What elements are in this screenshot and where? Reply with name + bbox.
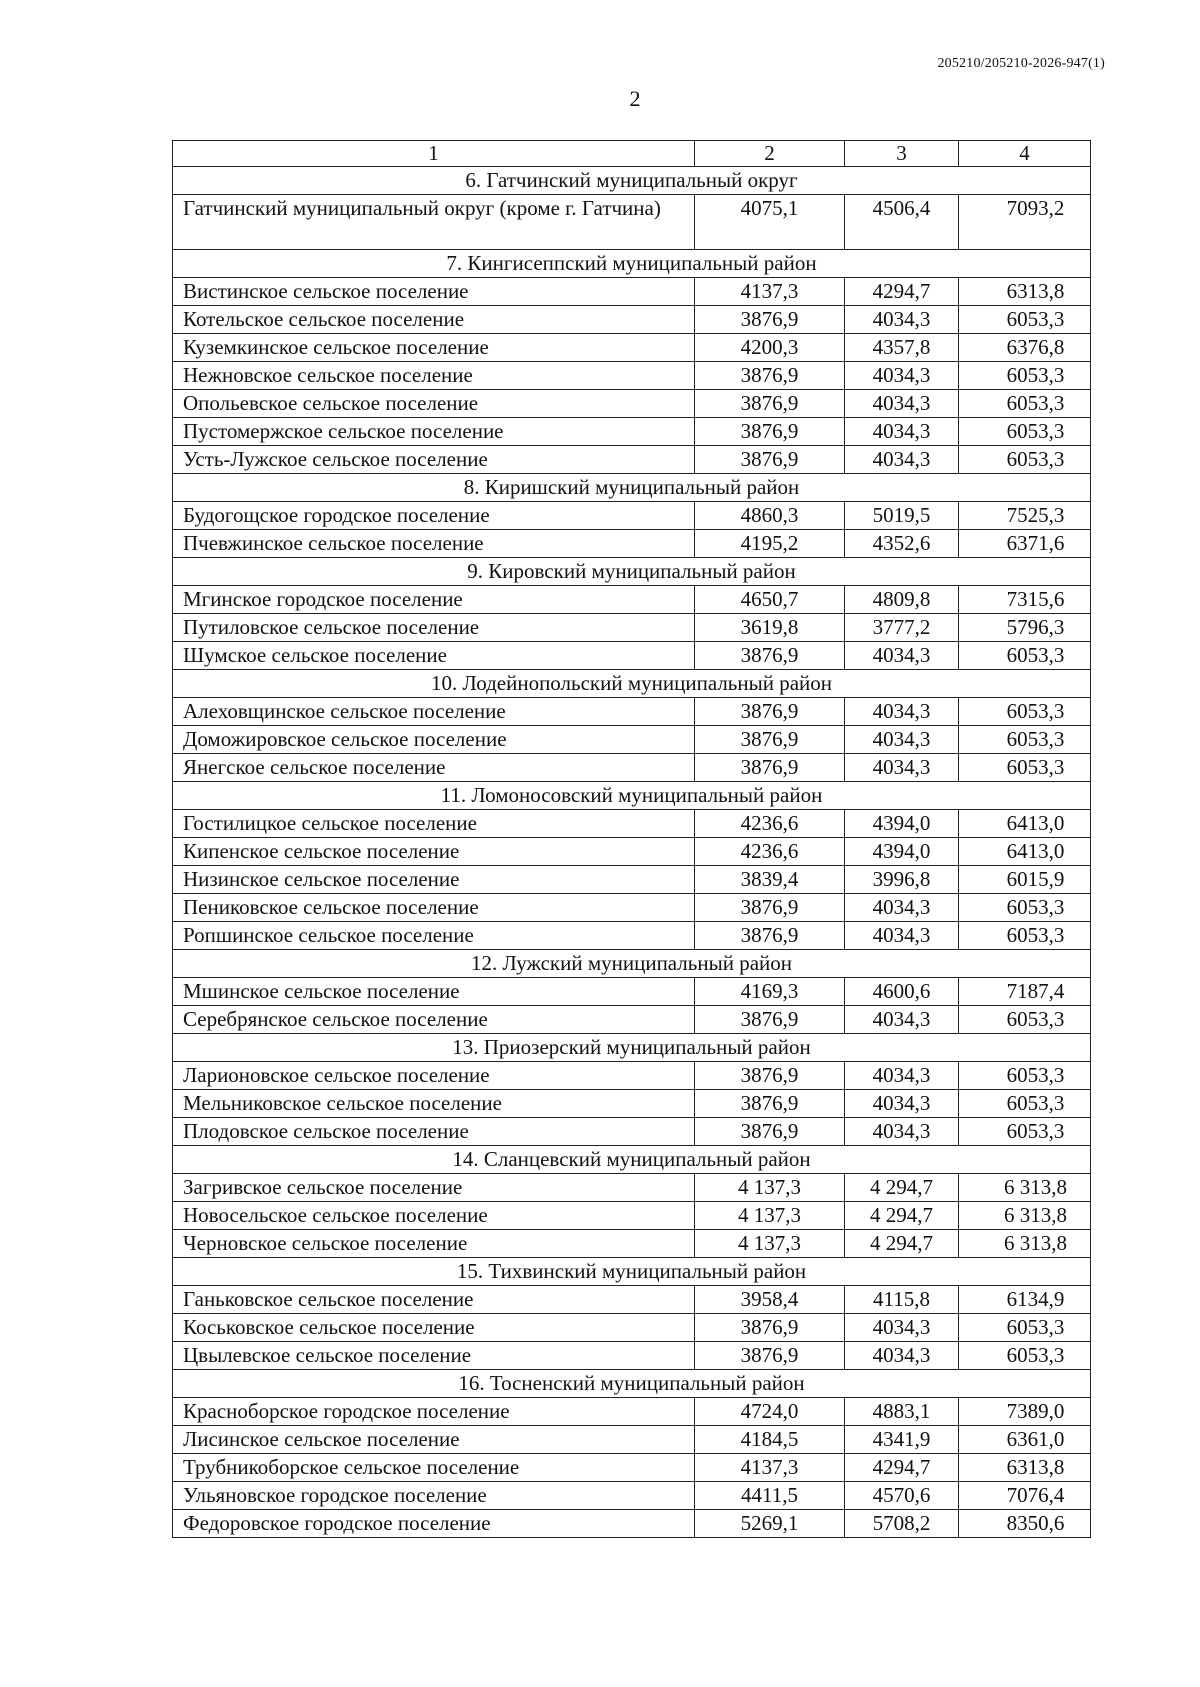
value-col-2: 3876,9 <box>695 418 845 446</box>
page-number: 2 <box>629 86 641 111</box>
value-col-4: 6 313,8 <box>959 1202 1091 1230</box>
value-col-4: 6053,3 <box>959 362 1091 390</box>
value-col-3: 3996,8 <box>845 866 959 894</box>
settlement-name: Путиловское сельское поселение <box>173 614 695 642</box>
value-col-2: 4184,5 <box>695 1426 845 1454</box>
table-row <box>173 642 1091 670</box>
table-row <box>173 1174 1091 1202</box>
table-row <box>173 1510 1091 1538</box>
value-col-4: 6053,3 <box>959 1006 1091 1034</box>
value-col-3: 4 294,7 <box>845 1202 959 1230</box>
table-row <box>173 838 1091 866</box>
value-col-3: 4600,6 <box>845 978 959 1006</box>
settlement-name: Федоровское городское поселение <box>173 1510 695 1538</box>
table-row <box>173 306 1091 334</box>
value-col-4: 6 313,8 <box>959 1174 1091 1202</box>
value-col-3: 4034,3 <box>845 1090 959 1118</box>
section-title: 15. Тихвинский муниципальный район <box>173 1258 1091 1286</box>
value-col-3: 4570,6 <box>845 1482 959 1510</box>
value-col-3: 4394,0 <box>845 810 959 838</box>
settlement-name: Лисинское сельское поселение <box>173 1426 695 1454</box>
settlement-name: Пениковское сельское поселение <box>173 894 695 922</box>
settlement-name: Низинское сельское поселение <box>173 866 695 894</box>
value-col-4: 6053,3 <box>959 698 1091 726</box>
value-col-4: 6413,0 <box>959 838 1091 866</box>
section-header-row <box>173 1258 1091 1286</box>
table-row <box>173 1482 1091 1510</box>
value-col-3: 4394,0 <box>845 838 959 866</box>
value-col-3: 4034,3 <box>845 754 959 782</box>
section-header-row <box>173 782 1091 810</box>
section-title: 12. Лужский муниципальный район <box>173 950 1091 978</box>
value-col-4: 6313,8 <box>959 1454 1091 1482</box>
section-header-row <box>173 670 1091 698</box>
value-col-3: 4809,8 <box>845 586 959 614</box>
value-col-3: 4883,1 <box>845 1398 959 1426</box>
settlement-name: Куземкинское сельское поселение <box>173 334 695 362</box>
settlement-name: Янегское сельское поселение <box>173 754 695 782</box>
value-col-4: 7076,4 <box>959 1482 1091 1510</box>
value-col-2: 4 137,3 <box>695 1230 845 1258</box>
value-col-4: 6361,0 <box>959 1426 1091 1454</box>
value-col-4: 6134,9 <box>959 1286 1091 1314</box>
value-col-2: 4200,3 <box>695 334 845 362</box>
settlement-name: Гостилицкое сельское поселение <box>173 810 695 838</box>
value-col-2: 3876,9 <box>695 642 845 670</box>
section-title: 13. Приозерский муниципальный район <box>173 1034 1091 1062</box>
value-col-4: 6313,8 <box>959 278 1091 306</box>
value-col-2: 4169,3 <box>695 978 845 1006</box>
value-col-2: 3876,9 <box>695 1006 845 1034</box>
value-col-3: 4034,3 <box>845 922 959 950</box>
table-row <box>173 1230 1091 1258</box>
value-col-4: 7389,0 <box>959 1398 1091 1426</box>
settlement-name: Мгинское городское поселение <box>173 586 695 614</box>
table-row <box>173 1090 1091 1118</box>
table-row <box>173 894 1091 922</box>
value-col-3: 5708,2 <box>845 1510 959 1538</box>
section-title: 10. Лодейнопольский муниципальный район <box>173 670 1091 698</box>
value-col-2: 3876,9 <box>695 754 845 782</box>
value-col-4: 6053,3 <box>959 642 1091 670</box>
column-header: 2 <box>695 141 845 167</box>
settlement-name: Котельское сельское поселение <box>173 306 695 334</box>
table-row <box>173 922 1091 950</box>
section-title: 14. Сланцевский муниципальный район <box>173 1146 1091 1174</box>
section-title: 6. Гатчинский муниципальный округ <box>173 167 1091 195</box>
settlement-name: Усть-Лужское сельское поселение <box>173 446 695 474</box>
table-row <box>173 754 1091 782</box>
settlement-name: Ганьковское сельское поселение <box>173 1286 695 1314</box>
settlement-name: Черновское сельское поселение <box>173 1230 695 1258</box>
value-col-2: 4 137,3 <box>695 1202 845 1230</box>
table-row <box>173 1314 1091 1342</box>
settlement-name: Красноборское городское поселение <box>173 1398 695 1426</box>
value-col-2: 3876,9 <box>695 446 845 474</box>
settlement-name: Вистинское сельское поселение <box>173 278 695 306</box>
settlement-name: Кипенское сельское поселение <box>173 838 695 866</box>
value-col-4: 6053,3 <box>959 418 1091 446</box>
value-col-2: 3876,9 <box>695 1062 845 1090</box>
settlement-name: Мельниковское сельское поселение <box>173 1090 695 1118</box>
value-col-2: 4236,6 <box>695 810 845 838</box>
value-col-2: 3876,9 <box>695 390 845 418</box>
value-col-3: 4034,3 <box>845 306 959 334</box>
value-col-2: 3876,9 <box>695 1090 845 1118</box>
table-row <box>173 1118 1091 1146</box>
value-col-2: 4411,5 <box>695 1482 845 1510</box>
tariff-table <box>172 140 1091 1538</box>
value-col-2: 3876,9 <box>695 726 845 754</box>
value-col-4: 6 313,8 <box>959 1230 1091 1258</box>
section-header-row <box>173 950 1091 978</box>
table-row <box>173 614 1091 642</box>
section-title: 9. Кировский муниципальный район <box>173 558 1091 586</box>
value-col-4: 6053,3 <box>959 306 1091 334</box>
document-id: 205210/205210-2026-947(1) <box>937 56 1105 71</box>
value-col-4: 6053,3 <box>959 726 1091 754</box>
table-row <box>173 1454 1091 1482</box>
table-row <box>173 362 1091 390</box>
value-col-2: 4236,6 <box>695 838 845 866</box>
table-row <box>173 1398 1091 1426</box>
value-col-4: 6053,3 <box>959 446 1091 474</box>
value-col-4: 6413,0 <box>959 810 1091 838</box>
value-col-3: 4294,7 <box>845 278 959 306</box>
value-col-2: 3876,9 <box>695 894 845 922</box>
table-row <box>173 1062 1091 1090</box>
value-col-2: 3839,4 <box>695 866 845 894</box>
settlement-name: Гатчинский муниципальный округ (кроме г. Гатчина) <box>173 195 695 250</box>
value-col-3: 4294,7 <box>845 1454 959 1482</box>
settlement-name: Ропшинское сельское поселение <box>173 922 695 950</box>
value-col-3: 4034,3 <box>845 418 959 446</box>
value-col-3: 4115,8 <box>845 1286 959 1314</box>
settlement-name: Серебрянское сельское поселение <box>173 1006 695 1034</box>
table-row <box>173 1202 1091 1230</box>
value-col-3: 4034,3 <box>845 1342 959 1370</box>
value-col-3: 4034,3 <box>845 1314 959 1342</box>
value-col-4: 6053,3 <box>959 1314 1091 1342</box>
settlement-name: Плодовское сельское поселение <box>173 1118 695 1146</box>
settlement-name: Загривское сельское поселение <box>173 1174 695 1202</box>
table-header-row <box>173 141 1091 167</box>
settlement-name: Шумское сельское поселение <box>173 642 695 670</box>
value-col-3: 4 294,7 <box>845 1174 959 1202</box>
value-col-3: 4357,8 <box>845 334 959 362</box>
value-col-4: 6371,6 <box>959 530 1091 558</box>
settlement-name: Коськовское сельское поселение <box>173 1314 695 1342</box>
settlement-name: Новосельское сельское поселение <box>173 1202 695 1230</box>
settlement-name: Опольевское сельское поселение <box>173 390 695 418</box>
value-col-2: 5269,1 <box>695 1510 845 1538</box>
value-col-2: 3876,9 <box>695 1118 845 1146</box>
value-col-4: 5796,3 <box>959 614 1091 642</box>
table-row <box>173 278 1091 306</box>
table-row <box>173 866 1091 894</box>
value-col-3: 4034,3 <box>845 446 959 474</box>
value-col-2: 3876,9 <box>695 1314 845 1342</box>
value-col-4: 6053,3 <box>959 922 1091 950</box>
section-title: 16. Тосненский муниципальный район <box>173 1370 1091 1398</box>
value-col-4: 6053,3 <box>959 390 1091 418</box>
value-col-2: 4860,3 <box>695 502 845 530</box>
value-col-2: 3876,9 <box>695 306 845 334</box>
value-col-4: 6053,3 <box>959 894 1091 922</box>
settlement-name: Мшинское сельское поселение <box>173 978 695 1006</box>
value-col-4: 7093,2 <box>959 195 1091 250</box>
settlement-name: Ларионовское сельское поселение <box>173 1062 695 1090</box>
table-row <box>173 586 1091 614</box>
value-col-3: 4034,3 <box>845 1062 959 1090</box>
settlement-name: Ульяновское городское поселение <box>173 1482 695 1510</box>
section-title: 7. Кингисеппский муниципальный район <box>173 250 1091 278</box>
value-col-2: 4724,0 <box>695 1398 845 1426</box>
table-row <box>173 334 1091 362</box>
value-col-2: 3958,4 <box>695 1286 845 1314</box>
table-row <box>173 1342 1091 1370</box>
value-col-4: 6053,3 <box>959 1090 1091 1118</box>
value-col-3: 4034,3 <box>845 894 959 922</box>
value-col-4: 7525,3 <box>959 502 1091 530</box>
table-row <box>173 195 1091 250</box>
table-row <box>173 502 1091 530</box>
value-col-2: 3876,9 <box>695 922 845 950</box>
section-header-row <box>173 167 1091 195</box>
value-col-3: 4341,9 <box>845 1426 959 1454</box>
value-col-2: 4650,7 <box>695 586 845 614</box>
value-col-2: 4137,3 <box>695 1454 845 1482</box>
value-col-2: 4 137,3 <box>695 1174 845 1202</box>
value-col-4: 7315,6 <box>959 586 1091 614</box>
settlement-name: Трубникоборское сельское поселение <box>173 1454 695 1482</box>
value-col-2: 3876,9 <box>695 1342 845 1370</box>
value-col-2: 3876,9 <box>695 698 845 726</box>
table-row <box>173 698 1091 726</box>
value-col-2: 4075,1 <box>695 195 845 250</box>
column-header: 4 <box>959 141 1091 167</box>
value-col-3: 4034,3 <box>845 390 959 418</box>
table-row <box>173 978 1091 1006</box>
table-row <box>173 810 1091 838</box>
value-col-2: 3619,8 <box>695 614 845 642</box>
value-col-3: 4034,3 <box>845 726 959 754</box>
value-col-3: 5019,5 <box>845 502 959 530</box>
value-col-2: 4195,2 <box>695 530 845 558</box>
value-col-4: 8350,6 <box>959 1510 1091 1538</box>
value-col-4: 6376,8 <box>959 334 1091 362</box>
section-header-row <box>173 558 1091 586</box>
value-col-3: 4034,3 <box>845 1006 959 1034</box>
section-header-row <box>173 1146 1091 1174</box>
value-col-3: 4034,3 <box>845 362 959 390</box>
value-col-3: 4352,6 <box>845 530 959 558</box>
section-header-row <box>173 1034 1091 1062</box>
value-col-3: 4034,3 <box>845 1118 959 1146</box>
settlement-name: Цвылевское сельское поселение <box>173 1342 695 1370</box>
table-row <box>173 446 1091 474</box>
section-header-row <box>173 1370 1091 1398</box>
settlement-name: Нежновское сельское поселение <box>173 362 695 390</box>
settlement-name: Будогощское городское поселение <box>173 502 695 530</box>
table-row <box>173 1286 1091 1314</box>
value-col-3: 3777,2 <box>845 614 959 642</box>
settlement-name: Пчевжинское сельское поселение <box>173 530 695 558</box>
table-row <box>173 1426 1091 1454</box>
column-header: 3 <box>845 141 959 167</box>
value-col-3: 4 294,7 <box>845 1230 959 1258</box>
value-col-4: 6015,9 <box>959 866 1091 894</box>
value-col-4: 6053,3 <box>959 1062 1091 1090</box>
value-col-4: 7187,4 <box>959 978 1091 1006</box>
value-col-4: 6053,3 <box>959 1118 1091 1146</box>
column-header: 1 <box>173 141 695 167</box>
settlement-name: Алеховщинское сельское поселение <box>173 698 695 726</box>
section-header-row <box>173 474 1091 502</box>
section-title: 11. Ломоносовский муниципальный район <box>173 782 1091 810</box>
section-header-row <box>173 250 1091 278</box>
settlement-name: Пустомержское сельское поселение <box>173 418 695 446</box>
value-col-3: 4034,3 <box>845 698 959 726</box>
table-row <box>173 418 1091 446</box>
table-row <box>173 1006 1091 1034</box>
value-col-4: 6053,3 <box>959 1342 1091 1370</box>
value-col-3: 4506,4 <box>845 195 959 250</box>
value-col-4: 6053,3 <box>959 754 1091 782</box>
value-col-2: 4137,3 <box>695 278 845 306</box>
table-row <box>173 390 1091 418</box>
section-title: 8. Киришский муниципальный район <box>173 474 1091 502</box>
table-row <box>173 726 1091 754</box>
value-col-3: 4034,3 <box>845 642 959 670</box>
value-col-2: 3876,9 <box>695 362 845 390</box>
settlement-name: Доможировское сельское поселение <box>173 726 695 754</box>
table-row <box>173 530 1091 558</box>
